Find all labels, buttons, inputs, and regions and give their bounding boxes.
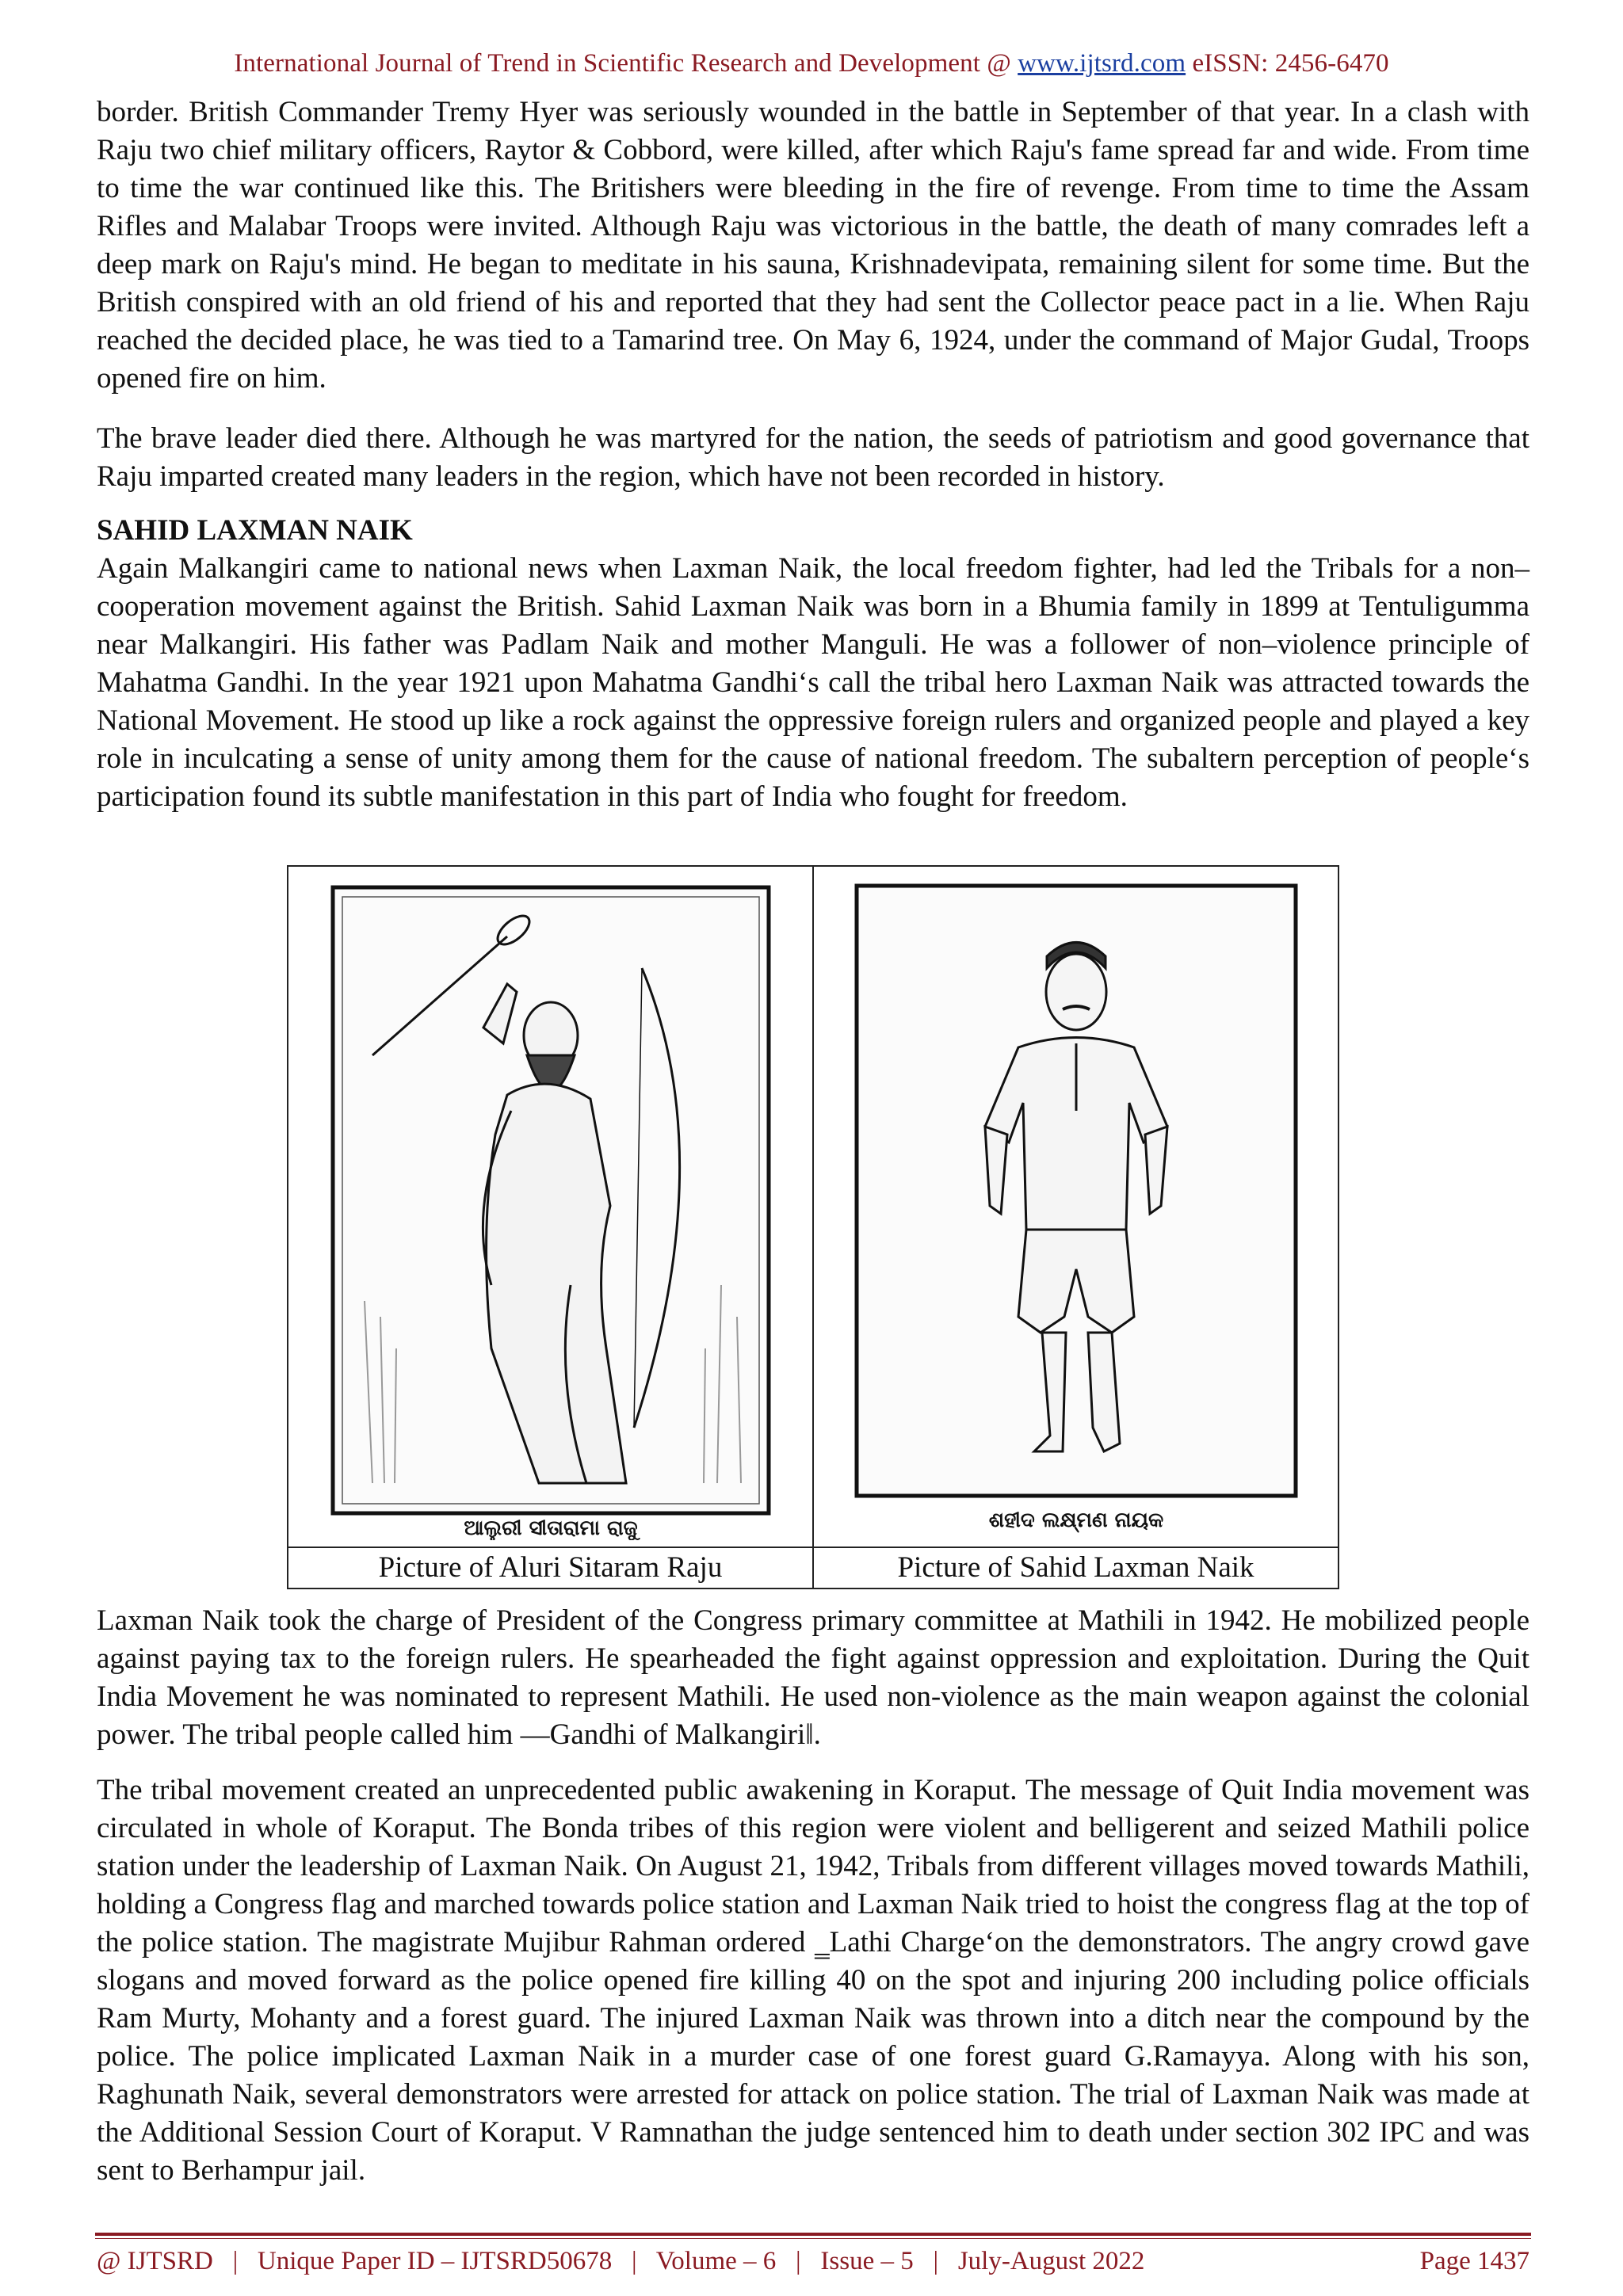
page-number: Page 1437 [1419, 2247, 1529, 2275]
caption-laxman: Picture of Sahid Laxman Naik [813, 1547, 1338, 1589]
paragraph-raju-battle: border. British Commander Tremy Hyer was seriously wounded in the battle in September of that year. In a clash with Raju two chief military officers, Raytor & Cobbord, were killed, after which Raju's fame spread far and wide. From time to time the war continued like this. The Britishers were bleeding in the fire of revenge. From time to time the Assam Rifles and Malabar Troops were invited. Although Raju was victorious in the battle, the death of many comrades left a deep mark on Raju's mind. He began to meditate in his sauna, Krishnadevipata, remaining silent for some time. But the British conspired with an old friend of his and reported that they had sent the Collector peace pact in a lie. When Raju reached the decided place, he was tied to a Tamarind tree. On May 6, 1924, under the command of Major Gudal, Troops opened fire on him. [97, 96, 1529, 395]
raju-portrait-image [309, 873, 792, 1540]
figure-cell-raju [288, 866, 813, 1547]
journal-issn: eISSN: 2456-6470 [1186, 49, 1389, 78]
journal-name: International Journal of Trend in Scientific Research and Development @ [234, 49, 1018, 78]
paragraph-laxman-intro: Again Malkangiri came to national news when Laxman Naik, the local freedom fighter, had led the Tribals for a non–cooperation movement against the British. Sahid Laxman Naik was born in a Bhumia family in 1899 at Tentuligumma near Malkangiri. His father was Padlam Naik and mother Manguli. He was a follower of non–violence principle of Mahatma Gandhi. In the year 1921 upon Mahatma Gandhi‘s call the tribal hero Laxman Naik was attracted towards the National Movement. He stood up like a rock against the oppressive foreign rulers and organized people and played a key role in inculcating a sense of unity among them for the cause of national freedom. The subaltern perception of people‘s participation found its subtle manifestation in this part of India who fought for freedom. [97, 552, 1529, 813]
figure-table [287, 865, 1339, 1589]
paragraph-laxman-president: Laxman Naik took the charge of President of the Congress primary committee at Mathili in 1942. He mobilized people against paying tax to the foreign rulers. He spearheaded the fight against oppression and exploitation. During the Quit India Movement he was nominated to represent Mathili. He used non-violence as the main weapon against the colonial power. The tribal people called him ―Gandhi of Malkangiri‖. [97, 1604, 1529, 1751]
journal-header [0, 49, 1623, 78]
journal-url-link[interactable]: www.ijtsrd.com [1018, 49, 1186, 78]
footer-info: @ IJTSRD | Unique Paper ID – IJTSRD50678 | Volume – 6 | Issue – 5 | July-August 2022 [97, 2247, 1145, 2275]
footer-rule-thin [95, 2238, 1531, 2239]
caption-raju: Picture of Aluri Sitaram Raju [288, 1547, 813, 1589]
paragraph-raju-death: The brave leader died there. Although he was martyred for the nation, the seeds of patriotism and good governance that Raju imparted created many leaders in the region, which have not been recorded in history. [97, 422, 1529, 493]
raju-script-label: ଆଲୁରୀ ସୀତାରାମା ରାଜୁ [463, 1516, 638, 1540]
laxman-portrait-image [834, 873, 1318, 1540]
laxman-script-label: ଶହୀଦ ଲକ୍ଷ୍ମଣ ନାୟକ [988, 1508, 1163, 1532]
paragraph-tribal-movement: The tribal movement created an unprecedented public awakening in Koraput. The message of Quit India movement was circulated in whole of Koraput. The Bonda tribes of this region were violent and belligerent and seized Mathili police station under the leadership of Laxman Naik. On August 21, 1942, Tribals from different villages moved towards Mathili, holding a Congress flag and marched towards police station and Laxman Naik tried to hoist the congress flag at the top of the police station. The magistrate Mujibur Rahman ordered ‗Lathi Charge‘on the demonstrators. The angry crowd gave slogans and moved forward as the police opened fire killing 40 on the spot and injuring 200 including police officials Ram Murty, Mohanty and a forest guard. The injured Laxman Naik was thrown into a ditch near the compound by the police. The police implicated Laxman Naik in a murder case of one forest guard G.Ramayya. Along with his son, Raghunath Naik, several demonstrators were arrested for attack on police station. The trial of Laxman Naik was made at the Additional Session Court of Koraput. V Ramnathan the judge sentenced him to death under section 302 IPC and was sent to Berhampur jail. [97, 1774, 1529, 2187]
footer-rule [95, 2233, 1531, 2236]
section-heading: SAHID LAXMAN NAIK [97, 514, 413, 547]
figure-cell-laxman [813, 866, 1338, 1547]
